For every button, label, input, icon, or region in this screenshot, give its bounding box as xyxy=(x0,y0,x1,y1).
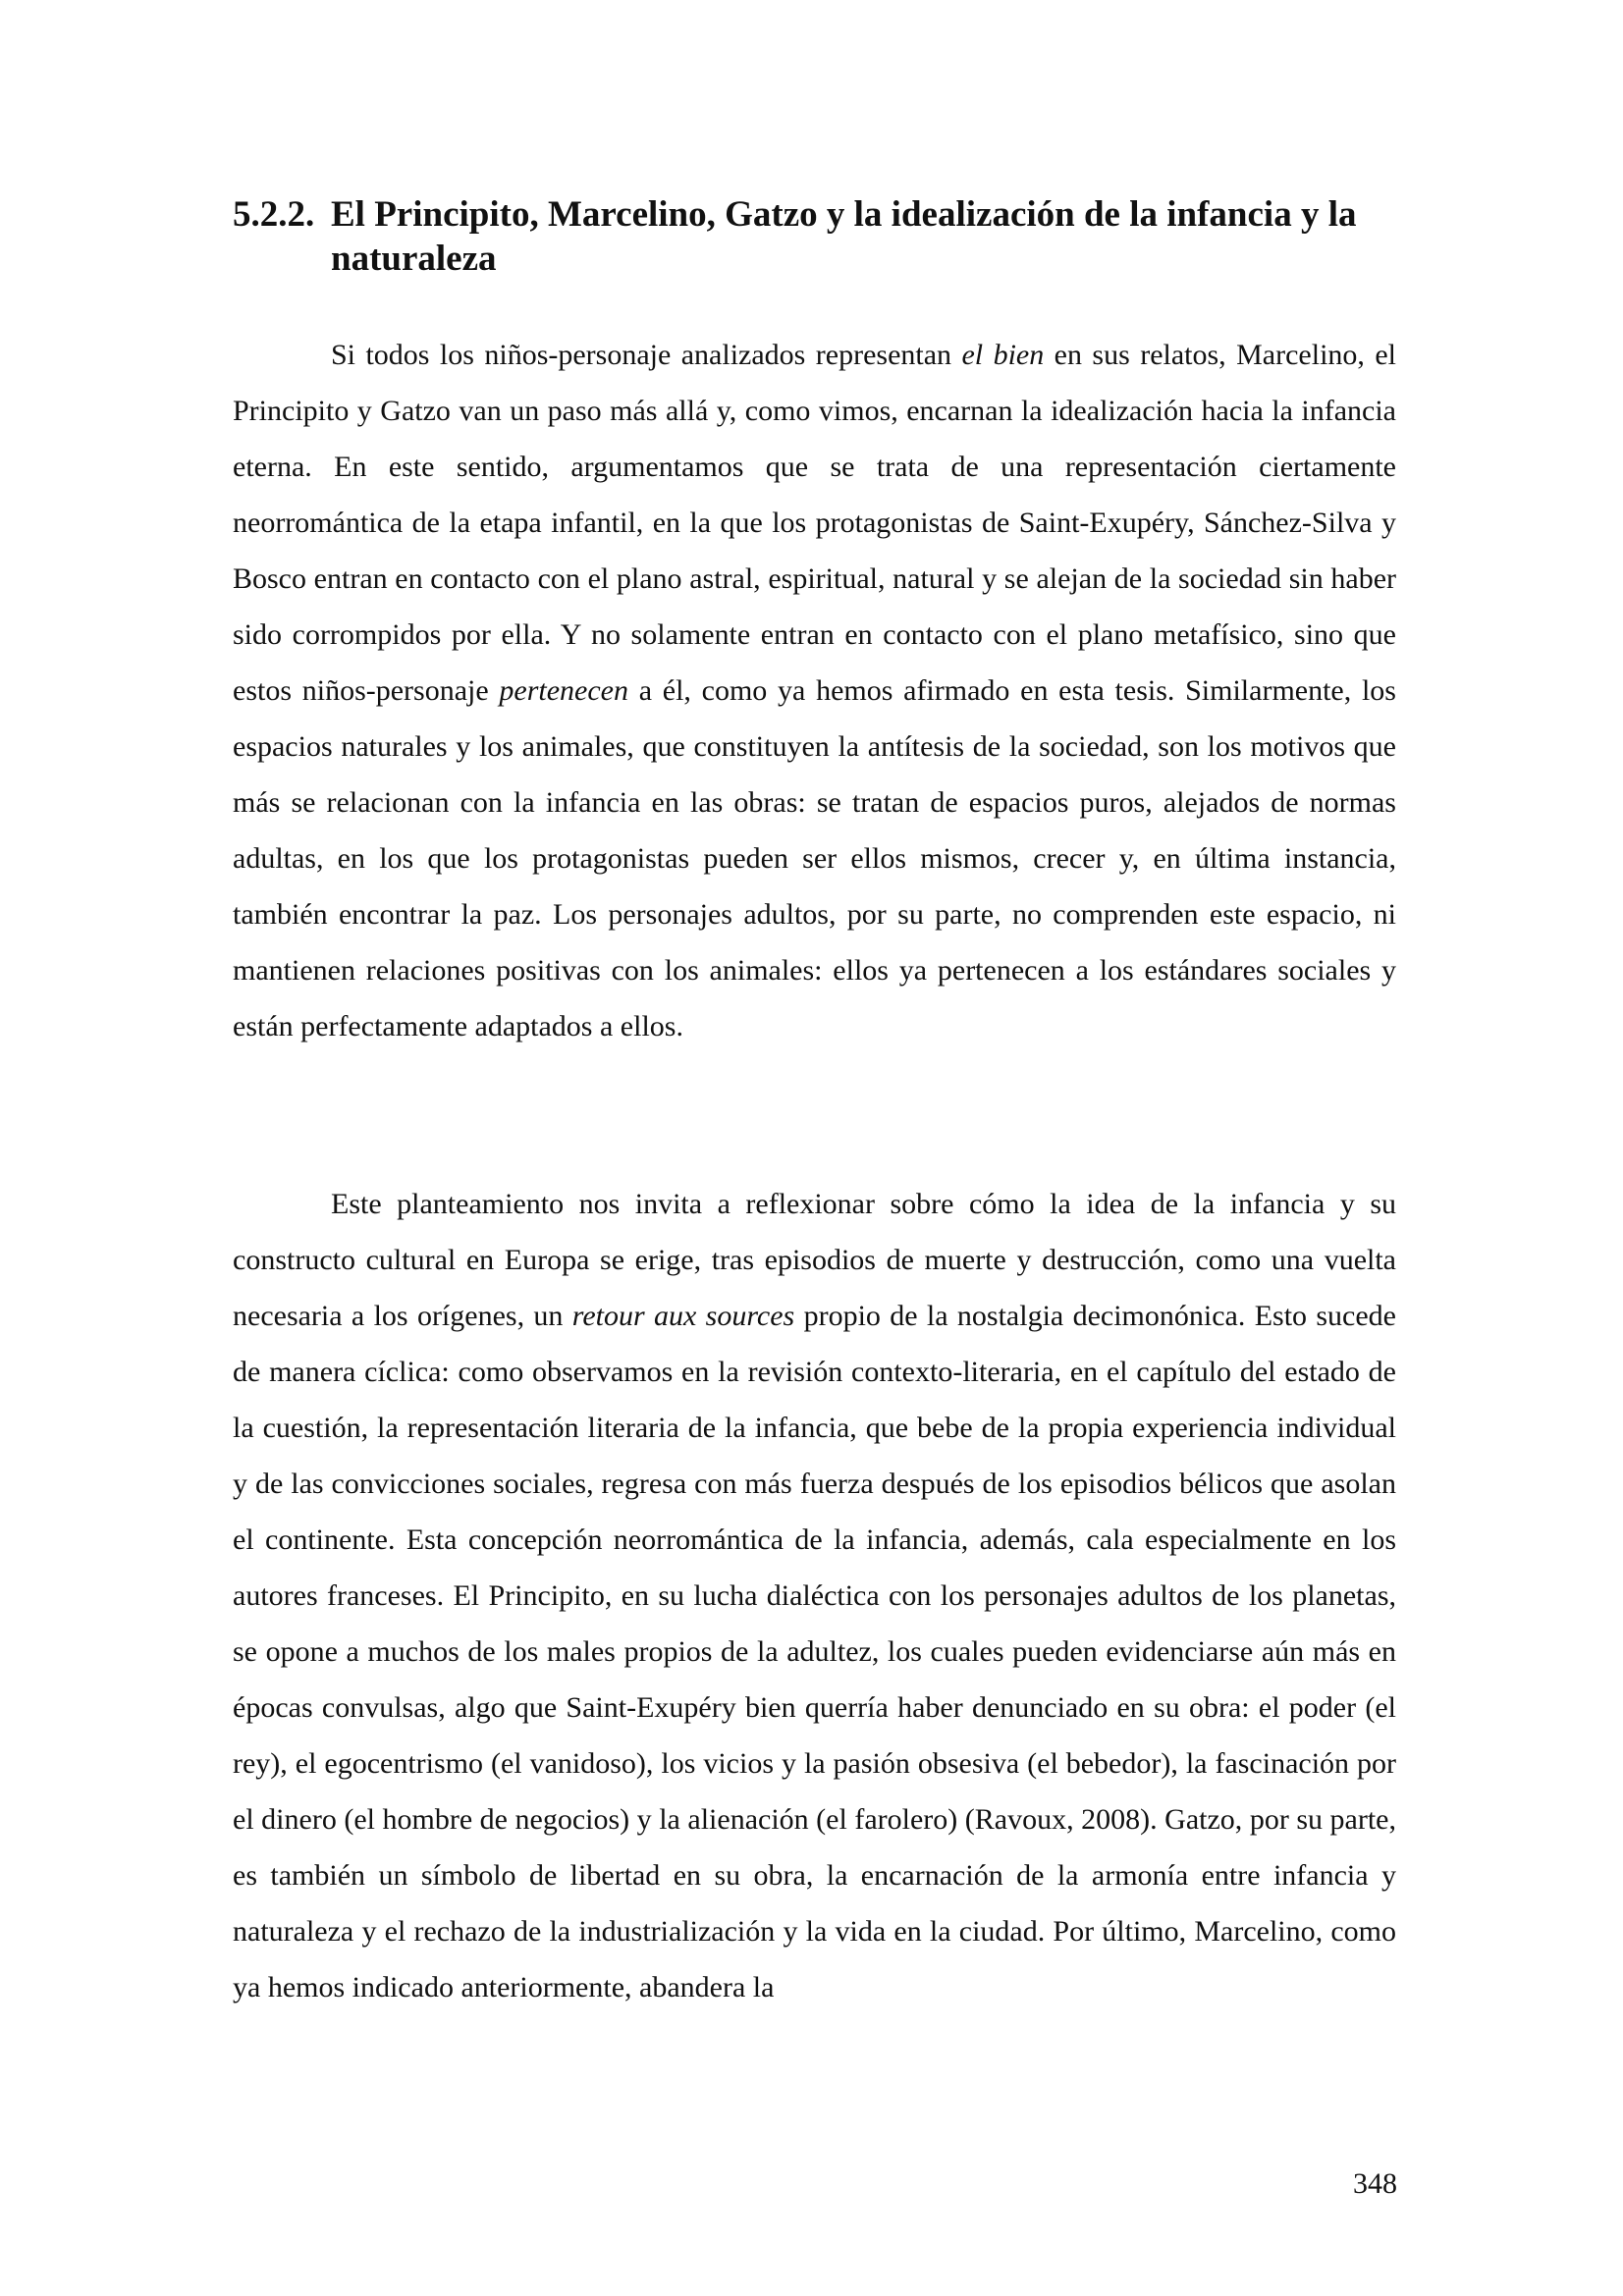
paragraph-2-emphasis-1: retour aux sources xyxy=(571,1300,795,1332)
paragraph-1-text-3: a él, como ya hemos afirmado en esta tesis. Similarmente, los espacios naturales y los animales, que constituyen la antítesis de la sociedad, son los motivos que más se relacionan con la infancia en las obras: se tratan de espacios puros, alejados de normas adultas, en los que los protagonistas pueden ser ellos mismos, crecer y, en última instancia, también encontrar la paz. Los personajes adultos, por su parte, no comprenden este espacio, ni mantienen relaciones positivas con los animales: ellos ya pertenecen a los estándares sociales y están perfectamente adaptados a ellos. xyxy=(233,674,1396,1042)
section-number: 5.2.2. xyxy=(233,194,315,235)
section-title: El Principito, Marcelino, Gatzo y la idealización de la infancia y la naturaleza xyxy=(331,194,1357,279)
paragraph-1-text-2: en sus relatos, Marcelino, el Principito y Gatzo van un paso más allá y, como vimos, encarnan la idealización hacia la infancia eterna. En este sentido, argumentamos que se trata de una representación ciertamente neorromántica de la etapa infantil, en la que los protagonistas de Saint-Exupéry, Sánchez-Silva y Bosco entran en contacto con el plano astral, espiritual, natural y se alejan de la sociedad sin haber sido corrompidos por ella. Y no solamente entran en contacto con el plano metafísico, sino que estos niños-personaje xyxy=(233,339,1396,707)
body-paragraph-1 xyxy=(233,327,1396,1054)
body-paragraph-2 xyxy=(233,1176,1396,2015)
page-number: 348 xyxy=(1353,2167,1397,2200)
paragraph-2-text-2: propio de la nostalgia decimonónica. Esto sucede de manera cíclica: como observamos en la revisión contexto-literaria, en el capítulo del estado de la cuestión, la representación literaria de la infancia, que bebe de la propia experiencia individual y de las convicciones sociales, regresa con más fuerza después de los episodios bélicos que asolan el continente. Esta concepción neorromántica de la infancia, además, cala especialmente en los autores franceses. El Principito, en su lucha dialéctica con los personajes adultos de los planetas, se opone a muchos de los males propios de la adultez, los cuales pueden evidenciarse aún más en épocas convulsas, algo que Saint-Exupéry bien querría haber denunciado en su obra: el poder (el rey), el egocentrismo (el vanidoso), los vicios y la pasión obsesiva (el bebedor), la fascinación por el dinero (el hombre de negocios) y la alienación (el farolero) (Ravoux, 2008). Gatzo, por su parte, es también un símbolo de libertad en su obra, la encarnación de la armonía entre infancia y naturaleza y el rechazo de la industrialización y la vida en la ciudad. Por último, Marcelino, como ya hemos indicado anteriormente, abandera la xyxy=(233,1300,1396,2003)
section-heading xyxy=(233,192,1401,281)
paragraph-2-text-1: Este planteamiento nos invita a reflexionar sobre cómo la idea de la infancia y su constructo cultural en Europa se erige, tras episodios de muerte y destrucción, como una vuelta necesaria a los orígenes, un xyxy=(233,1188,1396,1332)
paragraph-1-emphasis-1: el bien xyxy=(961,339,1045,371)
paragraph-1-text-1: Si todos los niños-personaje analizados representan xyxy=(331,339,962,371)
paragraph-1-emphasis-2: pertenecen xyxy=(499,674,628,707)
